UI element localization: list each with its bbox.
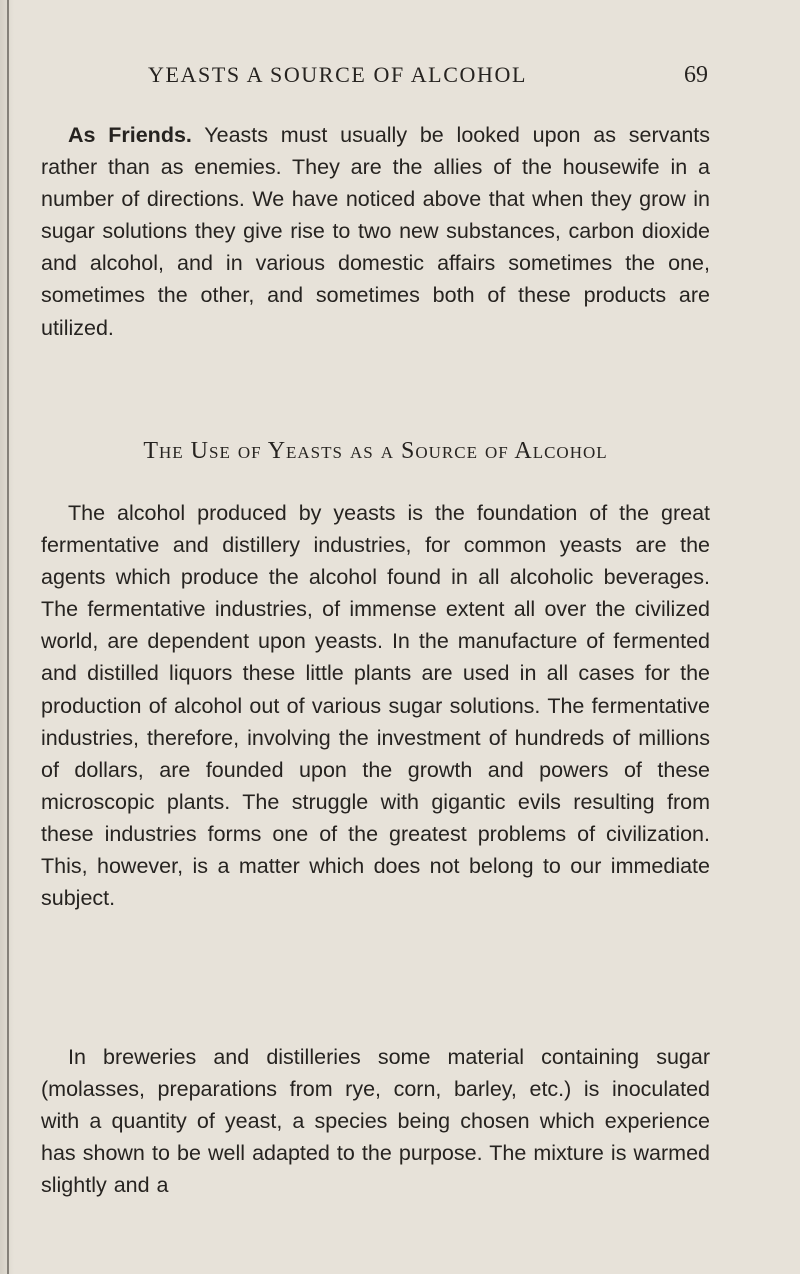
section-heading: The Use of Yeasts as a Source of Alcohol [143, 438, 608, 464]
paragraph-as-friends [41, 119, 710, 344]
running-title: YEASTS A SOURCE OF ALCOHOL [148, 62, 527, 87]
run-in-heading: As Friends. [68, 123, 192, 147]
binding-edge [7, 0, 9, 1274]
paragraph-text: Yeasts must usually be looked upon as servants rather than as enemies. They are the allies of the housewife in a number of directions. We have noticed above that when they grow in sugar solutions they give rise to two new substances, carbon dioxide and alcohol, and in various domestic affairs sometimes the one, sometimes the other, and sometimes both of these products are utilized. [41, 123, 710, 340]
paragraph-alcohol-foundation: The alcohol produced by yeasts is the foundation of the great fermentative and distillery industries, for common yeasts are the agents which produce the alcohol found in all alcoholic beverages. The fermentative industries, of immense extent all over the civilized world, are dependent upon yeasts. In the manufacture of fermented and distilled liquors these little plants are used in all cases for the production of alcohol out of various sugar solutions. The fermentative industries, therefore, involving the investment of hundreds of millions of dollars, are founded upon the growth and powers of these microscopic plants. The struggle with gigantic evils resulting from these industries forms one of the greatest problems of civilization. This, however, is a matter which does not belong to our immediate subject. [41, 501, 710, 911]
page-number: 69 [684, 62, 708, 88]
running-header [148, 62, 708, 98]
paragraph-breweries: In breweries and distilleries some material containing sugar (molasses, preparations from rye, corn, barley, etc.) is inoculated with a quantity of yeast, a species being chosen which experience has shown to be well adapted to the purpose. The mixture is warmed slightly and a [41, 1045, 710, 1198]
